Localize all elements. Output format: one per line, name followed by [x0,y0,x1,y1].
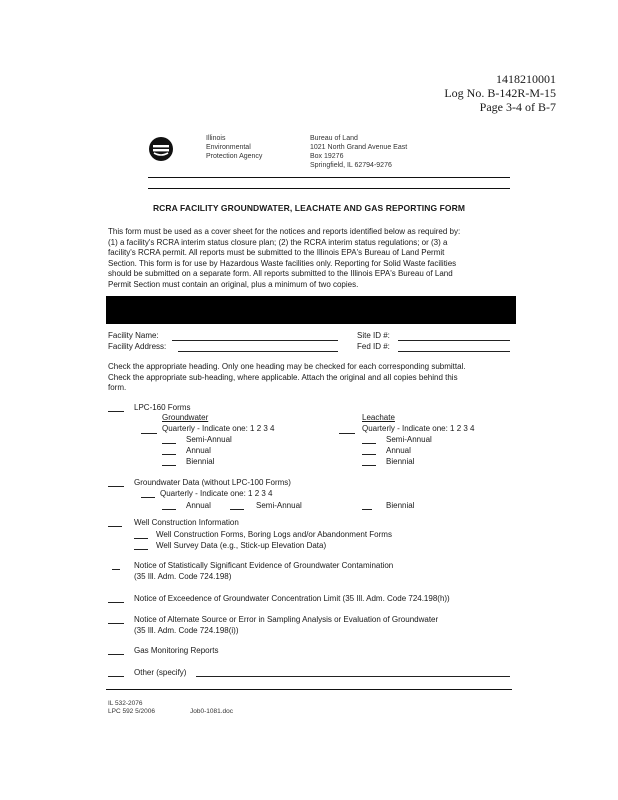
exceedence-label: Notice of Exceedence of Groundwater Concentration Limit (35 Ill. Adm. Code 724.198(h)) [134,594,450,603]
gw-data-quarterly-label: Quarterly - Indicate one: 1 2 3 4 [160,489,273,498]
bottom-rule [106,689,512,690]
intro-line-3: facility's RCRA permit. All reports must be submitted to the Illinois EPA's Bureau of Land Permit [108,248,445,257]
instructions-line-1: Check the appropriate heading. Only one heading may be checked for each corresponding submittal. [108,362,466,371]
well-construction-checkbox[interactable] [108,526,122,527]
stat-sig-checkbox[interactable] [112,569,120,570]
gw-data-biennial-label: Biennial [386,501,415,510]
form-title: RCRA FACILITY GROUNDWATER, LEACHATE AND GAS REPORTING FORM [152,203,466,213]
well-construction-forms-checkbox[interactable] [134,538,148,539]
gw-data-semi-annual-label: Semi-Annual [256,501,302,510]
leachate-quarterly-checkbox[interactable] [339,433,355,434]
agency-address-line-2: 1021 North Grand Avenue East [310,144,408,151]
agency-address-line-1: Bureau of Land [310,135,358,142]
gw-semi-annual-checkbox[interactable] [162,443,176,444]
footer-line-3: Job0-1081.doc [190,708,234,715]
instructions-line-3: form. [108,383,127,392]
fed-id-label: Fed ID #: [357,342,390,351]
gw-data-quarterly-checkbox[interactable] [141,497,155,498]
leachate-subheading: Leachate [362,413,395,422]
footer-line-1: IL 532-2076 [108,700,143,707]
agency-name-line-2: Environmental [206,144,251,151]
log-number: Log No. B-142R-M-15 [444,86,556,100]
stat-sig-line-1: Notice of Statistically Significant Evidence of Groundwater Contamination [134,561,394,570]
other-label: Other (specify) [134,668,187,677]
agency-address-line-3: Box 19276 [310,153,344,160]
gw-data-annual-checkbox[interactable] [162,509,176,510]
well-survey-checkbox[interactable] [134,549,148,550]
gas-monitoring-checkbox[interactable] [108,654,124,655]
lpc100-heading: LPC-160 Forms [134,403,191,412]
leachate-semi-annual-checkbox[interactable] [362,443,376,444]
other-specify-field[interactable] [196,676,510,677]
facility-address-label: Facility Address: [108,342,167,351]
document-number: 1418210001 [496,72,556,86]
intro-line-1: This form must be used as a cover sheet for the notices and reports identified below as required by: [108,227,461,236]
facility-name-label: Facility Name: [108,331,159,340]
leachate-biennial-label: Biennial [386,457,415,466]
leachate-semi-annual-label: Semi-Annual [386,435,432,444]
site-id-field[interactable] [398,340,510,341]
instructions-line-2: Check the appropriate sub-heading, where applicable. Attach the original and all copies behind this [108,372,458,382]
site-id-label: Site ID #: [357,331,390,340]
other-checkbox[interactable] [108,676,124,677]
intro-line-6: Permit Section must contain an original, plus a minimum of two copies. [108,279,359,289]
alt-source-line-1: Notice of Alternate Source or Error in Sampling Analysis or Evaluation of Groundwater [134,615,439,624]
gw-data-checkbox[interactable] [108,486,124,487]
leachate-annual-checkbox[interactable] [362,454,376,455]
intro-line-2: (1) a facility's RCRA interim status closure plan; (2) the RCRA interim status regulations; or (3) a [108,237,448,247]
gw-data-semi-annual-checkbox[interactable] [230,509,244,510]
gw-data-biennial-checkbox[interactable] [362,509,372,510]
well-construction-heading: Well Construction Information [134,518,239,527]
groundwater-subheading: Groundwater [162,413,209,422]
facility-name-field[interactable] [172,340,338,341]
header-rule-top [148,177,510,178]
agency-name-line-1: Illinois [206,135,226,142]
gw-annual-label: Annual [186,446,211,455]
facility-address-field[interactable] [178,351,338,352]
gw-quarterly-label: Quarterly - Indicate one: 1 2 3 4 [162,424,275,433]
gw-data-annual-label: Annual [186,501,211,510]
leachate-biennial-checkbox[interactable] [362,465,376,466]
agency-address-line-4: Springfield, IL 62794-9276 [310,162,392,169]
footer-line-2: LPC 592 5/2006 [108,708,155,715]
leachate-quarterly-label: Quarterly - Indicate one: 1 2 3 4 [362,424,475,433]
header-rule-bottom [148,188,510,189]
gw-quarterly-checkbox[interactable] [141,433,157,434]
gw-data-heading: Groundwater Data (without LPC-100 Forms) [134,478,291,487]
illinois-epa-logo-icon [148,136,174,162]
intro-line-4: Section. This form is for use by Hazardous Waste facilities only. Reporting for Solid Waste facilities [108,258,457,268]
lpc100-checkbox[interactable] [108,411,124,412]
well-survey-label: Well Survey Data (e.g., Stick-up Elevation Data) [156,541,327,550]
leachate-annual-label: Annual [386,446,411,455]
stat-sig-line-2: (35 Ill. Adm. Code 724.198) [134,572,232,581]
fed-id-field[interactable] [398,351,510,352]
alt-source-checkbox[interactable] [108,623,124,624]
agency-name-line-3: Protection Agency [206,153,263,160]
gw-semi-annual-label: Semi-Annual [186,435,232,444]
page-number: Page 3-4 of B-7 [479,100,556,114]
gas-monitoring-label: Gas Monitoring Reports [134,646,219,655]
section-black-bar [106,296,516,324]
well-construction-forms-label: Well Construction Forms, Boring Logs and/or Abandonment Forms [156,530,392,539]
alt-source-line-2: (35 Ill. Adm. Code 724.198(i)) [134,626,239,635]
gw-biennial-checkbox[interactable] [162,465,176,466]
gw-annual-checkbox[interactable] [162,454,176,455]
intro-line-5: should be submitted on a separate form. All reports submitted to the Illinois EPA's Bureau of Land [108,269,453,278]
gw-biennial-label: Biennial [186,457,215,466]
exceedence-checkbox[interactable] [108,602,124,603]
